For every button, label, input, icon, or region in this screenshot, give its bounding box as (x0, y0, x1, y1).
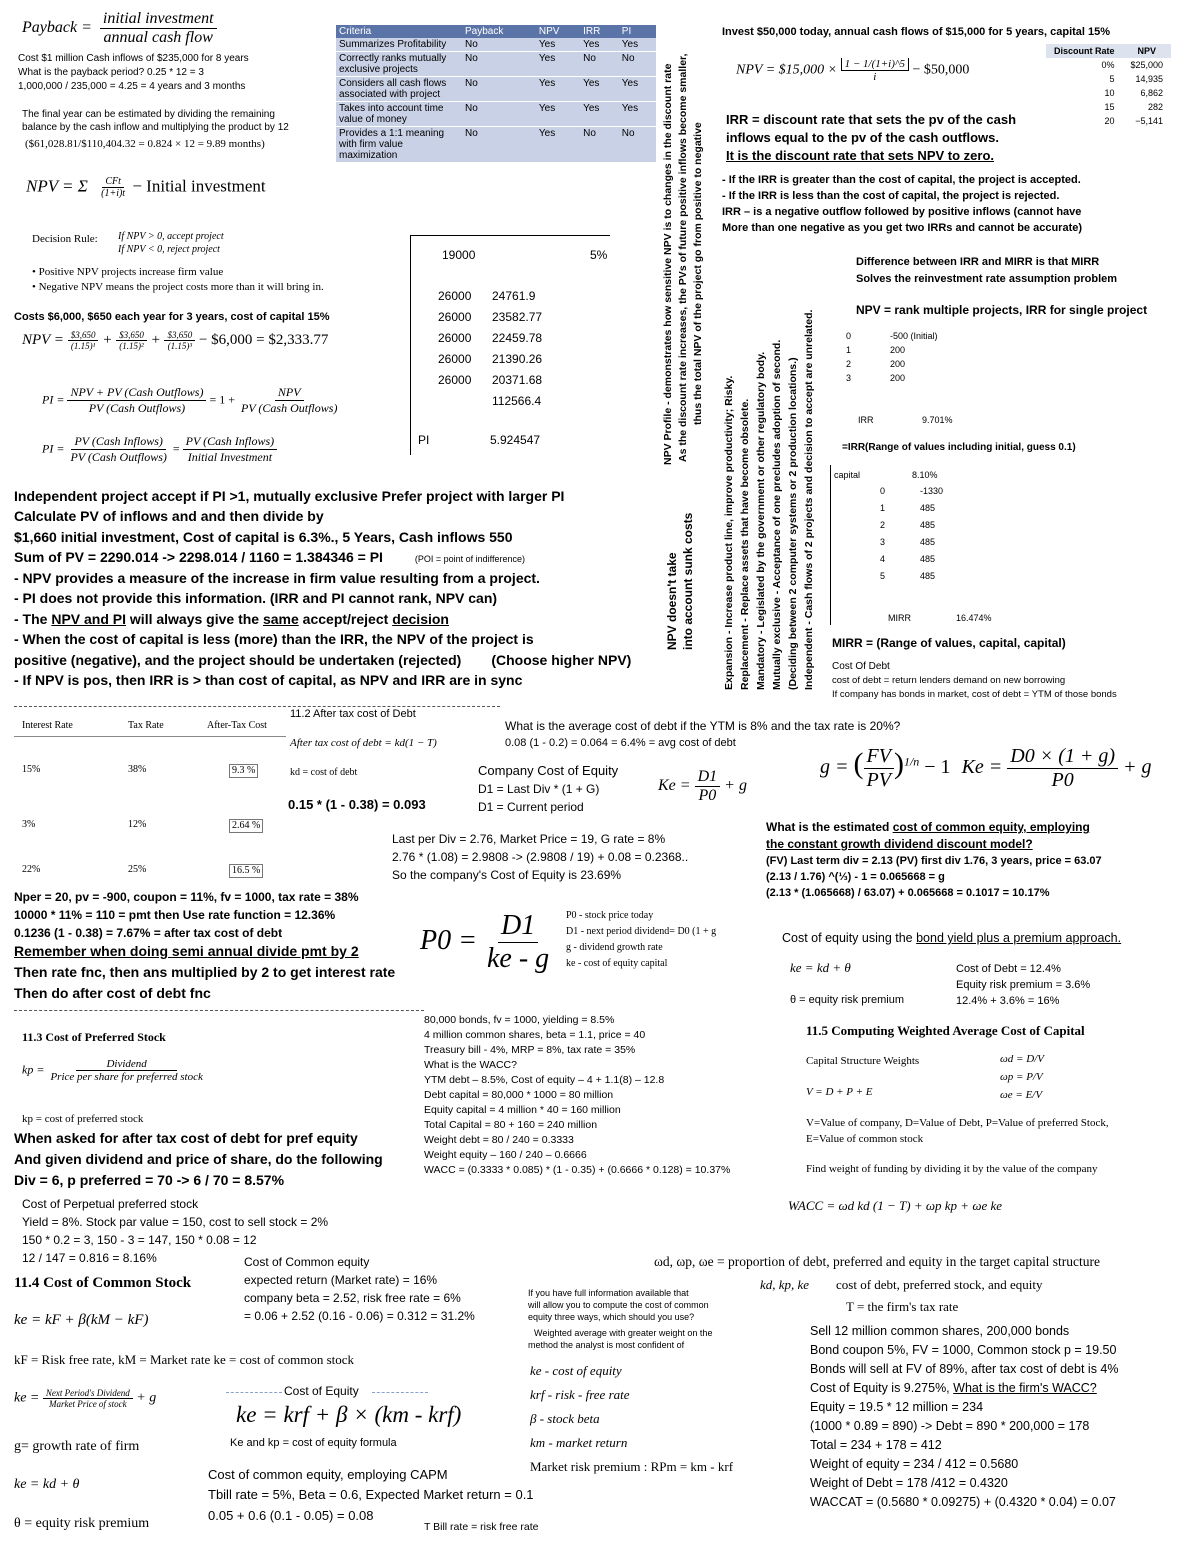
mirr-cashflow: 485 (920, 537, 936, 547)
discount-rate-cell: 20 (1104, 116, 1115, 126)
wacc-example-line: Equity capital = 4 million * 40 = 160 million (424, 1104, 621, 1116)
wacc-example-line: Debt capital = 80,000 * 1000 = 80 million (424, 1089, 614, 1101)
discount-rate-cell: 15 (1104, 102, 1115, 112)
criteria-row (336, 102, 656, 127)
coe-example: 2.76 * (1.08) = 2.9808 -> (2.9808 / 19) + 0.08 = 0.2368.. (392, 850, 689, 864)
kp-definition: kp = cost of preferred stock (22, 1113, 144, 1125)
irr-period: 1 (846, 345, 852, 355)
discount-rate-cell: 6,862 (1140, 88, 1164, 98)
perpetual-line: 150 * 0.2 = 3, 150 - 3 = 147, 150 * 0.08 = 12 (22, 1233, 257, 1247)
discount-rate-cell: 14,935 (1135, 74, 1164, 84)
after-tax-formula: After tax cost of debt = kd(1 − T) (290, 737, 437, 749)
cost-of-debt-line: cost of debt = return lenders demand on new borrowing (832, 675, 1066, 686)
criteria-row (336, 127, 656, 163)
irr-cashflow: -500 (Initial) (890, 331, 938, 341)
ce-line: company beta = 2.52, risk free rate = 6% (244, 1291, 461, 1305)
final-wacc-line: Bonds will sell at FV of 89%, after tax cost of debt is 4% (810, 1362, 1119, 1376)
mirr-label: MIRR (888, 613, 911, 623)
ddm-question: What is the estimated cost of common equity, employing (766, 820, 1090, 834)
discount-rate-cell: 5 (1109, 74, 1115, 84)
vertical-note: As the discount rate increases, the PVs of future positive inflows become smaller, (677, 53, 689, 462)
v-formula: V = D + P + E (806, 1086, 873, 1098)
mrp-formula: Market risk premium : RPm = km - krf (530, 1459, 734, 1474)
criteria-header: PI (619, 25, 656, 38)
wacc-example-line: Treasury bill - 4%, MRP = 8%, tax rate = 35% (424, 1044, 636, 1056)
wacc-example-line: Weight equity – 160 / 240 – 0.6666 (424, 1149, 587, 1161)
payback-line: The final year can be estimated by dividing the remaining (22, 109, 275, 120)
wacc-costs-def: cost of debt, preferred stock, and equity (836, 1277, 1043, 1292)
mirr-period: 5 (880, 571, 886, 581)
npv-def-num: CFt (102, 176, 124, 188)
weight-formula: ωp = P/V (1000, 1071, 1043, 1083)
three-ways-line: If you have full information available that (528, 1288, 689, 1298)
discount-rate-row (1046, 114, 1171, 128)
criteria-cell: No (619, 52, 656, 77)
criteria-cell: No (462, 127, 536, 163)
vertical-note: (Deciding between 2 computer systems or 2 production locations.) (787, 357, 799, 690)
capital-label: capital (834, 470, 861, 480)
final-wacc-line: Equity = 19.5 * 12 million = 234 (810, 1400, 984, 1414)
wacc-example-line: YTM debt – 8.5%, Cost of equity – 4 + 1.1(8) – 12.8 (424, 1074, 665, 1086)
irr-period: 0 (846, 331, 852, 341)
cashflow-amount: 26000 (438, 331, 472, 345)
decision-rule-label: Decision Rule: (32, 233, 98, 245)
pi-note: - If NPV is pos, then IRR is > than cost of capital, as NPV and IRR are in sync (14, 672, 523, 688)
npv-def-formula (26, 176, 266, 199)
criteria-cell: No (619, 127, 656, 163)
irr-definition: IRR = discount rate that sets the pv of the cash (726, 112, 1017, 127)
coe-line: D1 = Current period (478, 800, 584, 814)
irr-cashflow: 200 (890, 373, 906, 383)
payback-formula (22, 10, 217, 47)
common-stock-title: 11.4 Cost of Common Stock (14, 1275, 192, 1291)
criteria-cell: Yes (619, 38, 656, 52)
discount-rate-row (1046, 72, 1171, 86)
wacc-example-line: Weight debt = 80 / 240 = 0.3333 (424, 1134, 574, 1146)
wacc-example-line: 80,000 bonds, fv = 1000, yielding = 8.5% (424, 1014, 615, 1026)
irr-definition: inflows equal to the pv of the cash outflows. (726, 130, 1000, 145)
irr-value: 9.701% (922, 415, 953, 425)
ce-note: Ke and kp = cost of equity formula (230, 1437, 397, 1449)
irr-rule: - If the IRR is less than the cost of capital, the project is rejected. (722, 190, 1060, 202)
discount-rate-cell: −5,141 (1135, 116, 1164, 126)
vertical-note: Mutually exclusive - Acceptance of one precludes adoption of second. (771, 339, 783, 690)
criteria-table (336, 25, 656, 163)
wacc-formula: WACC = ωd kd (1 − T) + ωp kp + ωe ke (788, 1198, 1003, 1213)
pi-note: positive (negative), and the project should be undertaken (rejected) (Choose higher NPV) (14, 652, 632, 668)
bond-yield-theta: θ = equity risk premium (790, 994, 905, 1006)
capm-formula: ke = krf + β × (km - krf) (236, 1402, 462, 1427)
criteria-cell: Yes (580, 38, 619, 52)
discount-rate-cell: $25,000 (1130, 60, 1164, 70)
vertical-note: into account sunk costs (681, 512, 695, 650)
after-tax-input: 12% (128, 819, 147, 830)
ddm-line: (2.13 * (1.065668) / 63.07) + 0.065668 = 0.1017 = 10.17% (766, 887, 1050, 899)
perpetual-line: Yield = 8%. Stock par value = 150, cost to sell stock = 2% (22, 1215, 329, 1229)
payback-formula-den: annual cash flow (103, 29, 213, 46)
npv-bullet: • Negative NPV means the project costs more than it will bring in. (32, 281, 324, 293)
three-ways-line: equity three ways, which should you use? (528, 1312, 695, 1322)
after-tax-input: 22% (22, 864, 41, 875)
criteria-cell: Yes (580, 77, 619, 102)
weight-formula: ωe = E/V (1000, 1089, 1043, 1101)
npv-def-den: (1+i)t (101, 188, 126, 199)
vertical-note: Independent - Cash flows of 2 projects and decision to accept are unrelated. (803, 309, 815, 690)
wacc-example-line: WACC = (0.3333 * 0.085) * (1 - 0.35) + (0.6666 * 0.128) = 10.37% (424, 1164, 731, 1176)
criteria-cell: No (462, 52, 536, 77)
criteria-cell: No (580, 127, 619, 163)
criteria-row (336, 77, 656, 102)
final-wacc-line: Sell 12 million common shares, 200,000 bonds (810, 1324, 1070, 1338)
criteria-cell: Yes (536, 38, 580, 52)
three-ways-line: Weighted average with greater weight on the (534, 1328, 713, 1338)
discount-rate-table: Discount Rate NPV 0% $25,000 5 14,935 10 6,862 15 282 20 −5,141 (1046, 44, 1171, 128)
wacc-example-line: Total Capital = 80 + 160 = 240 million (424, 1119, 598, 1131)
criteria-cell: Correctly ranks mutually exclusive projects (336, 52, 462, 77)
decision-rule: If NPV > 0, accept project (118, 231, 224, 242)
criteria-cell: Yes (536, 102, 580, 127)
after-tax-calc: 0.15 * (1 - 0.38) = 0.093 (288, 797, 426, 812)
payback-formula-lhs: Payback = (22, 19, 92, 37)
payback-formula-num: initial investment (100, 10, 217, 29)
capm-title: Cost of common equity, employing CAPM (208, 1467, 448, 1482)
gordon-def: g - dividend growth rate (566, 942, 663, 953)
theta-def: θ = equity risk premium (14, 1516, 150, 1531)
discount-rate-cell: 282 (1148, 102, 1164, 112)
tbill-note: T Bill rate = risk free rate (424, 1521, 539, 1533)
criteria-cell: Yes (619, 102, 656, 127)
final-wacc-line: Total = 234 + 178 = 412 (810, 1438, 942, 1452)
after-tax-input: 15% (22, 764, 41, 775)
capm-line: Tbill rate = 5%, Beta = 0.6, Expected Market return = 0.1 (208, 1487, 534, 1502)
ce-label: Cost of Equity (284, 1384, 359, 1398)
kd-definition: kd = cost of debt (290, 767, 358, 778)
mirr-period: 0 (880, 486, 886, 496)
mirr-formula: MIRR = (Range of values, capital, capital) (832, 636, 1066, 650)
semi-annual-line: 0.1236 (1 - 0.38) = 7.67% = after tax cost of debt (14, 926, 283, 940)
payback-line: balance by the cash inflow and multiplying the product by 12 (22, 122, 289, 133)
mirr-period: 1 (880, 503, 886, 513)
gordon-def: D1 - next period dividend= D0 (1 + g (566, 926, 717, 937)
ce-title: Cost of Common equity (244, 1255, 370, 1269)
capm-def: ke - cost of equity (530, 1363, 622, 1378)
three-ways-line: method the analyst is most confident of (528, 1340, 685, 1350)
semi-annual-line: Nper = 20, pv = -900, coupon = 11%, fv = 1000, tax rate = 38% (14, 890, 359, 904)
after-tax-input: 25% (128, 864, 147, 875)
pi-label: PI (418, 433, 430, 447)
irr-label: IRR (858, 415, 874, 425)
growth-def: g= growth rate of firm (14, 1439, 140, 1454)
criteria-header: Criteria (336, 25, 462, 38)
irr-rule: IRR – is a negative outflow followed by positive inflows (cannot have (722, 206, 1082, 218)
irr-cashflow: 200 (890, 359, 906, 369)
discount-rate-row (1046, 86, 1171, 100)
next-div-formula: ke = $\frac{\text{Next Period's Dividend}}{\text{Market Price of stock}}$ + g (14, 1388, 157, 1409)
after-tax-input: 3% (22, 819, 36, 830)
discount-rate-cell: 10 (1104, 88, 1115, 98)
gordon-def: P0 - stock price today (566, 910, 654, 921)
vertical-note: NPV Profile - demonstrates how sensitive NPV is to changes in the discount rate (662, 63, 674, 465)
mirr-cashflow: 485 (920, 571, 936, 581)
ddm-question: the constant growth dividend discount model? (766, 837, 1033, 851)
perpetual-line: 12 / 147 = 0.816 = 8.16% (22, 1251, 157, 1265)
after-tax-input: 38% (128, 764, 147, 775)
common-stock-formula: ke = kF + β(kM − kF) (14, 1312, 149, 1328)
bond-yield-line: 12.4% + 3.6% = 16% (956, 995, 1060, 1007)
mirr-period: 4 (880, 554, 886, 564)
gordon-formula: P0 = $\frac{D1}{ke - g}$ (420, 910, 550, 974)
criteria-header: Payback (462, 25, 536, 38)
irr-rule: - If the IRR is greater than the cost of capital, the project is accepted. (722, 174, 1081, 186)
wacc-find: Find weight of funding by dividing it by the value of the company (806, 1163, 1098, 1175)
criteria-cell: No (580, 52, 619, 77)
final-wacc-line: Bond coupon 5%, FV = 1000, Common stock p = 19.50 (810, 1343, 1117, 1357)
cashflow-pv: 21390.26 (492, 352, 543, 366)
final-wacc-line: (1000 * 0.89 = 890) -> Debt = 890 * 200,000 = 178 (810, 1419, 1090, 1433)
criteria-cell: Yes (619, 77, 656, 102)
vertical-note: Expansion - Increase product line, improve productivity; Risky. (723, 375, 735, 690)
coe-example: So the company's Cost of Equity is 23.69% (392, 868, 622, 882)
wacc-def: E=Value of common stock (806, 1133, 924, 1145)
capm-line: 0.05 + 0.6 (0.1 - 0.05) = 0.08 (208, 1508, 374, 1523)
payback-line: Cost $1 million Cash inflows of $235,000 for 8 years (18, 53, 249, 64)
coe-example: Last per Div = 2.76, Market Price = 19, G rate = 8% (392, 832, 666, 846)
cashflow-amount: 26000 (438, 289, 472, 303)
pi-value: 5.924547 (490, 433, 541, 447)
pi-note: - NPV provides a measure of the increase in firm value resulting from a project. (14, 570, 540, 586)
preferred-formula: kp = $\frac{\text{Dividend}}{\text{Price per share for preferred stock}}$ (22, 1058, 203, 1083)
pi-note: Independent project accept if PI >1, mutually exclusive Prefer project with larger PI (14, 488, 565, 504)
criteria-cell: No (462, 77, 536, 102)
coe-line: D1 = Last Div * (1 + G) (478, 782, 600, 796)
three-ways-line: will allow you to compute the cost of common (528, 1300, 709, 1310)
ce-line: = 0.06 + 2.52 (0.16 - 0.06) = 0.312 = 31.2% (244, 1309, 475, 1323)
capital-value: 8.10% (912, 470, 938, 480)
pi-note: - PI does not provide this information. (IRR and PI cannot rank, NPV can) (14, 590, 498, 606)
ddm-line: (FV) Last term div = 2.13 (PV) first div 1.76, 3 years, price = 63.07 (766, 855, 1102, 867)
criteria-cell: Yes (580, 102, 619, 127)
irr-period: 2 (846, 359, 852, 369)
coe-formula: Ke = $\frac{D1}{P0}$ + g (658, 768, 747, 804)
wacc-proportions-def: ωd, ωp, ωe = proportion of debt, preferred and equity in the target capital structure (654, 1254, 1101, 1269)
criteria-row (336, 52, 656, 77)
cashflow-pv: 24761.9 (492, 289, 536, 303)
bond-yield-formula-2: ke = kd + θ (14, 1477, 80, 1492)
pi-note: - When the cost of capital is less (more) than the IRR, the NPV of the project is (14, 631, 534, 647)
mirr-cashflow: -1330 (920, 486, 944, 496)
irr-title: Invest $50,000 today, annual cash flows of $15,000 for 5 years, capital 15% (722, 26, 1111, 38)
payback-line: 1,000,000 / 235,000 = 4.25 = 4 years and 3 months (18, 81, 246, 92)
semi-annual-line: Remember when doing semi annual divide pmt by 2 (14, 943, 359, 959)
preferred-note: Div = 6, p preferred = 70 -> 6 / 70 = 8.57% (14, 1172, 285, 1188)
bond-yield-line: Cost of Debt = 12.4% (956, 963, 1061, 975)
cost-of-debt-title: Cost Of Debt (832, 661, 890, 672)
pi-note: Calculate PV of inflows and and then divide by (14, 508, 324, 524)
ddm-line: (2.13 / 1.76) ^(⅓) - 1 = 0.065668 = g (766, 871, 945, 883)
after-tax-cost: 2.64 % (229, 819, 263, 833)
cashflow-pv: 22459.78 (492, 331, 543, 345)
semi-annual-line: 10000 * 11% = 110 = pmt then Use rate function = 12.36% (14, 908, 336, 922)
weight-formula: ωd = D/V (1000, 1053, 1044, 1065)
wacc-theory-title: 11.5 Computing Weighted Average Cost of Capital (806, 1023, 1085, 1038)
wacc-def: V=Value of company, D=Value of Debt, P=Value of preferred Stock, (806, 1117, 1109, 1129)
capital-weights-label: Capital Structure Weights (806, 1055, 920, 1067)
criteria-cell: Yes (536, 77, 580, 102)
debt-question: What is the average cost of debt if the YTM is 8% and the tax rate is 20%? (505, 719, 901, 733)
cashflow-amount: 26000 (438, 352, 472, 366)
npv-def-lhs: NPV = Σ (26, 176, 88, 196)
npv-def-tail: − Initial investment (132, 176, 266, 196)
coe-title: Company Cost of Equity (478, 763, 619, 778)
irr-definition: It is the discount rate that sets NPV to zero. (726, 148, 994, 163)
bond-yield-line: Equity risk premium = 3.6% (956, 979, 1091, 991)
after-tax-cost: 16.5 % (229, 864, 263, 878)
capm-def: km - market return (530, 1435, 628, 1450)
cost-of-debt-line: If company has bonds in market, cost of debt = YTM of those bonds (832, 689, 1117, 700)
semi-annual-line: Then rate fnc, then ans multiplied by 2 to get interest rate (14, 964, 396, 980)
vertical-note: NPV doesn't take (665, 552, 679, 650)
wacc-example-line: 4 million common shares, beta = 1.1, price = 40 (424, 1029, 646, 1041)
criteria-row (336, 38, 656, 52)
discount-rate-row (1046, 100, 1171, 114)
wacc-example-line: What is the WACC? (424, 1059, 517, 1071)
payback-line: What is the payback period? 0.25 * 12 = 3 (18, 67, 204, 78)
criteria-cell: Yes (536, 127, 580, 163)
irr-rule: More than one negative as you get two IRRs and cannot be accurate) (722, 222, 1083, 234)
criteria-cell: No (462, 102, 536, 127)
criteria-cell: Summarizes Profitability (336, 38, 462, 52)
wacc-costs-symbols: kd, kp, ke (760, 1277, 810, 1292)
final-wacc-line: Weight of Debt = 178 /412 = 0.4320 (810, 1476, 1008, 1490)
criteria-cell: Provides a 1:1 meaning with firm value maximization (336, 127, 462, 163)
decision-rule: If NPV < 0, reject project (118, 244, 220, 255)
final-wacc-line: Weight of equity = 234 / 412 = 0.5680 (810, 1457, 1019, 1471)
mirr-value: 16.474% (956, 613, 992, 623)
tax-rate-def: T = the firm's tax rate (846, 1299, 959, 1314)
cashflow-pv: 23582.77 (492, 310, 543, 324)
final-wacc-line: Cost of Equity is 9.275%, What is the firm's WACC? (810, 1381, 1097, 1395)
cashflow-amount: 26000 (438, 310, 472, 324)
cashflow-pv: 20371.68 (492, 373, 543, 387)
pi-note: $1,660 initial investment, Cost of capital is 6.3%., 5 Years, Cash inflows 550 (14, 529, 513, 545)
common-stock-def: kF = Risk free rate, kM = Market rate ke = cost of common stock (14, 1352, 355, 1367)
discount-rate-row (1046, 58, 1171, 72)
irr-formula: =IRR(Range of values including initial, guess 0.1) (842, 442, 1076, 453)
npv-example-title: Costs $6,000, $650 each year for 3 years, cost of capital 15% (14, 311, 330, 323)
vertical-note: Replacement - Replace assets that have become obsolete. (739, 398, 751, 690)
bond-yield-formula: ke = kd + θ (790, 960, 851, 975)
criteria-header: IRR (580, 25, 619, 38)
irr-npv-formula: NPV = $15,000 × $\frac{1 - 1/(1+i)\^{}5}{i}$ − $50,000 (736, 58, 970, 83)
bond-yield-title: Cost of equity using the bond yield plus a premium approach. (782, 931, 1122, 945)
preferred-note: When asked for after tax cost of debt for pref equity (14, 1130, 358, 1146)
criteria-cell: Takes into account time value of money (336, 102, 462, 127)
irr-cashflow: 200 (890, 345, 906, 355)
semi-annual-line: Then do after cost of debt fnc (14, 985, 211, 1001)
after-tax-title: 11.2 After tax cost of Debt (290, 708, 416, 720)
irr-period: 3 (846, 373, 852, 383)
mirr-period: 2 (880, 520, 886, 530)
mirr-cashflow: 485 (920, 554, 936, 564)
capm-def: β - stock beta (530, 1411, 600, 1426)
ce-line: expected return (Market rate) = 16% (244, 1273, 438, 1287)
criteria-cell: Considers all cash flows associated with project (336, 77, 462, 102)
discount-rate-cell: 0% (1101, 60, 1115, 70)
npv-bullet: • Positive NPV projects increase firm value (32, 266, 224, 278)
pi-formula-a: PI = $\frac{\text{NPV + PV (Cash Outflows)}}{\text{PV (Cash Outflows)}}$ = 1 + $\frac{\text{NPV}}{\text{PV (Cash Outflows)}}$ (42, 385, 338, 415)
vertical-note: Mandatory - Legislated by the government or other regulatory body. (755, 351, 767, 690)
final-wacc-line: WACCAT = (0.5680 * 0.09275) + (0.4320 * 0.04) = 0.07 (810, 1495, 1116, 1509)
criteria-header: NPV (536, 25, 580, 38)
capm-def: krf - risk - free rate (530, 1387, 630, 1402)
pi-note: Sum of PV = 2290.014 -> 2298.014 / 1160 = 1.384346 = PI (POI = point of indifference) (14, 549, 525, 565)
vertical-note: thus the total NPV of the project go from positive to negative (692, 122, 704, 425)
gordon-def: ke - cost of equity capital (566, 958, 668, 969)
pi-formula-b: PI = $\frac{\text{PV (Cash Inflows)}}{\text{PV (Cash Outflows)}}$ = $\frac{\text{PV (Cash Inflows)}}{\text{Initial Investment}}$ (42, 434, 277, 465)
cashflow-table (410, 235, 610, 455)
cashflow-amount: 26000 (438, 373, 472, 387)
mirr-cashflow: 485 (920, 503, 936, 513)
growth-formula: g = ( $\frac{FV}{PV}$ )$^{1/n}$ − 1 Ke = $\frac{D0 \times (1 + g)}{P0}$ + g (820, 745, 1152, 791)
payback-line: ($61,028.81/$110,404.32 = 0.824 × 12 = 9.89 months) (25, 138, 265, 150)
perpetual-line: Cost of Perpetual preferred stock (22, 1197, 199, 1211)
preferred-note: And given dividend and price of share, do the following (14, 1151, 383, 1167)
mirr-period: 3 (880, 537, 886, 547)
npv-example-formula: NPV = $\frac{\$3,650}{\text{(1.15)¹}}$ + $\frac{\$3,650}{\text{(1.15)²}}$ + $\frac{\$3,650}{\text{(1.15)³}}$ − $6,000 = $2,333.77 (22, 330, 329, 351)
criteria-cell: No (462, 38, 536, 52)
mirr-cashflow: 485 (920, 520, 936, 530)
rank-note: NPV = rank multiple projects, IRR for single project (856, 303, 1148, 317)
preferred-title: 11.3 Cost of Preferred Stock (22, 1030, 166, 1044)
debt-answer: 0.08 (1 - 0.2) = 0.064 = 6.4% = avg cost of debt (505, 737, 736, 749)
after-tax-cost: 9.3 % (229, 764, 258, 778)
mirr-diff: Solves the reinvestment rate assumption problem (856, 273, 1118, 285)
mirr-diff: Difference between IRR and MIRR is that MIRR (856, 256, 1100, 268)
cashflow-pv: 112566.4 (492, 394, 542, 408)
pi-note: - The NPV and PI will always give the same accept/reject decision (14, 611, 449, 627)
cashflow-top-left: 19000 (442, 248, 476, 262)
cashflow-top-right: 5% (590, 248, 608, 262)
criteria-cell: Yes (536, 52, 580, 77)
